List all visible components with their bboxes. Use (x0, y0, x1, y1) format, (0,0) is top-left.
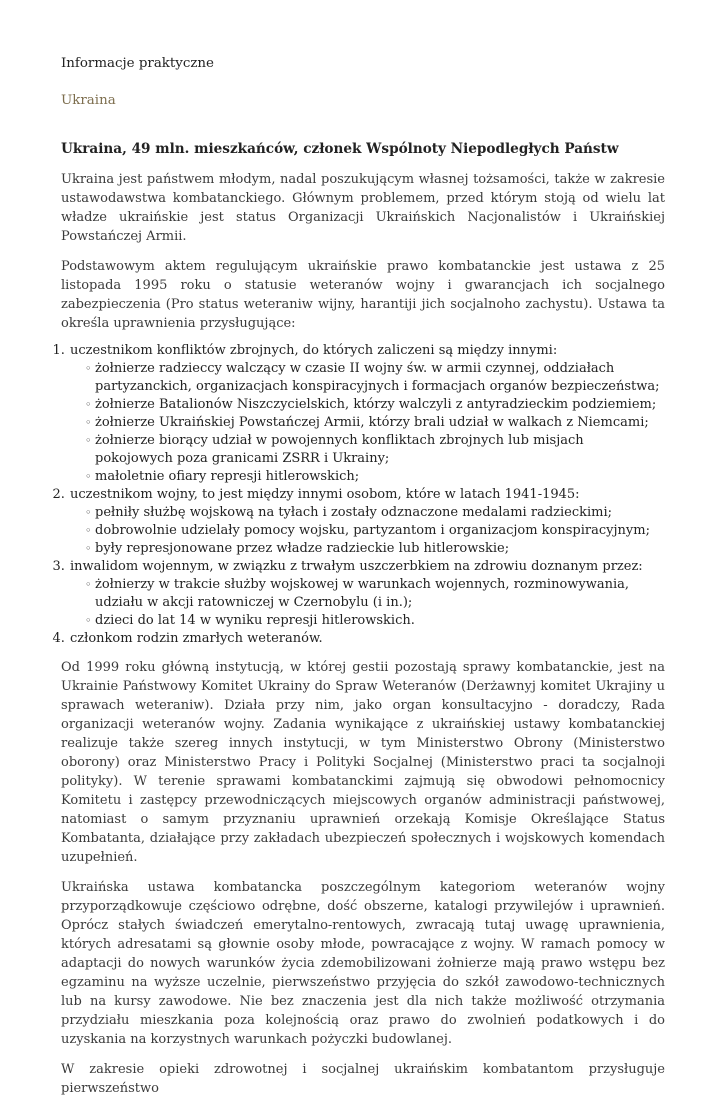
list-item (69, 630, 665, 648)
sub-list-item: ◦ żołnierze radzieccy walczący w czasie II wojny św. w armii czynnej, oddziałach partyzanckich, organizacjach konspiracyjnych i formacjach organów bezpieczeństwa; (85, 360, 665, 396)
sub-list (70, 576, 665, 630)
list-item (69, 558, 665, 630)
list-item-text: uczestnikom konfliktów zbrojnych, do których zaliczeni są między innymi: (70, 343, 558, 358)
paragraph: Ukraina jest państwem młodym, nadal poszukującym własnej tożsamości, także w zakresie ustawodawstwa kombatanckiego. Głównym problemem, przed którym stoją od wielu lat władze ukraińskie jest status Organizacji Ukraińskich Nacjonalistów i Ukraińskiej Powstańczej Armii. (61, 172, 665, 244)
paragraph: Od 1999 roku główną instytucją, w której gestii pozostają sprawy kombatanckie, jest na Ukrainie Państwowy Komitet Ukrainy do Spraw Weteranów (Derżawnyj komitet Ukrajiny u sprawach weteraniw). Działa przy nim, jako organ konsultacyjno - doradczy, Rada organizacji weteranów wojny. Zadania wynikające z ukraińskiej ustawy kombatanckiej realizuje także szereg innych instytucji, w tym Ministerstwo Obrony (Ministerstwo oborony) oraz Ministerstwo Pracy i Polityki Socjalnej (Ministerstwo praci ta socjalnoji polityky). W terenie sprawami kombatanckimi zajmują się obwodowi pełnomocnicy Komitetu i zastępcy przewodniczących miejscowych organów administracji państwowej, natomiast o samym przyznaniu uprawnień orzekają Komisje Określające Status Kombatanta, działające przy zakładach ubezpieczeń społecznych i wojskowych komendach uzupełnień. (61, 660, 665, 865)
article-headline: Ukraina, 49 mln. mieszkańców, członek Wspólnoty Niepodległych Państw (61, 141, 619, 157)
sub-list-item: ◦ małoletnie ofiary represji hitlerowskich; (85, 468, 665, 486)
section-kicker: Informacje praktyczne (61, 56, 214, 71)
paragraph: W zakresie opieki zdrowotnej i socjalnej ukraińskim kombatantom przysługuje pierwszeństwo (61, 1062, 665, 1096)
sub-list-item: ◦ dobrowolnie udzielały pomocy wojsku, partyzantom i organizacjom konspiracyjnym; (85, 522, 665, 540)
category-label[interactable]: Ukraina (61, 93, 116, 108)
article-content (61, 54, 665, 1109)
beneficiaries-list (45, 342, 665, 648)
list-item (69, 342, 665, 486)
list-item-text: członkom rodzin zmarłych weteranów. (70, 631, 323, 646)
list-item-text: uczestnikom wojny, to jest między innymi osobom, które w latach 1941-1945: (70, 487, 580, 502)
paragraph: Ukraińska ustawa kombatancka poszczególnym kategoriom weteranów wojny przyporządkowuje częściowo odrębne, dość obszerne, katalogi przywilejów i uprawnień. Oprócz stałych świadczeń emerytalno-rentowych, zwracają tutaj uwagę uprawnienia, których adresatami są głownie osoby młode, powracające z wojny. W ramach pomocy w adaptacji do nowych warunków życia zdemobilizowani żołnierze mają prawo wstępu bez egzaminu na wyższe uczelnie, pierwszeństwo przyjęcia do szkół zawodowo-technicznych lub na kursy zawodowe. Nie bez znaczenia jest dla nich także możliwość otrzymania przydziału mieszkania poza kolejnością oraz prawo do zwolnień podatkowych i do uzyskania na korzystnych warunkach pożyczki budowlanej. (61, 880, 665, 1047)
sub-list (70, 360, 665, 486)
sub-list-item: ◦ były represjonowane przez władze radzieckie lub hitlerowskie; (85, 540, 665, 558)
sub-list-item: ◦ żołnierzy w trakcie służby wojskowej w warunkach wojennych, rozminowywania, udziału w akcji ratowniczej w Czernobylu (i in.); (85, 576, 665, 612)
paragraph: Podstawowym aktem regulującym ukraińskie prawo kombatanckie jest ustawa z 25 listopada 1995 roku o statusie weteranów wojny i gwarancjach ich socjalnego zabezpieczenia (Pro status weteraniw wijny, harantiji jich socjalnoho zachystu). Ustawa ta określa uprawnienia przysługujące: (61, 259, 665, 331)
sub-list (70, 504, 665, 558)
sub-list-item: ◦ żołnierze biorący udział w powojennych konfliktach zbrojnych lub misjach pokojowych poza granicami ZSRR i Ukrainy; (85, 432, 665, 468)
sub-list-item: ◦ żołnierze Batalionów Niszczycielskich, którzy walczyli z antyradzieckim podziemiem; (85, 396, 665, 414)
list-item-text: inwalidom wojennym, w związku z trwałym uszczerbkiem na zdrowiu doznanym przez: (70, 559, 643, 574)
sub-list-item: ◦ pełniły służbę wojskową na tyłach i zostały odznaczone medalami radzieckimi; (85, 504, 665, 522)
list-item (69, 486, 665, 558)
sub-list-item: ◦ żołnierze Ukraińskiej Powstańczej Armii, którzy brali udział w walkach z Niemcami; (85, 414, 665, 432)
sub-list-item: ◦ dzieci do lat 14 w wyniku represji hitlerowskich. (85, 612, 665, 630)
